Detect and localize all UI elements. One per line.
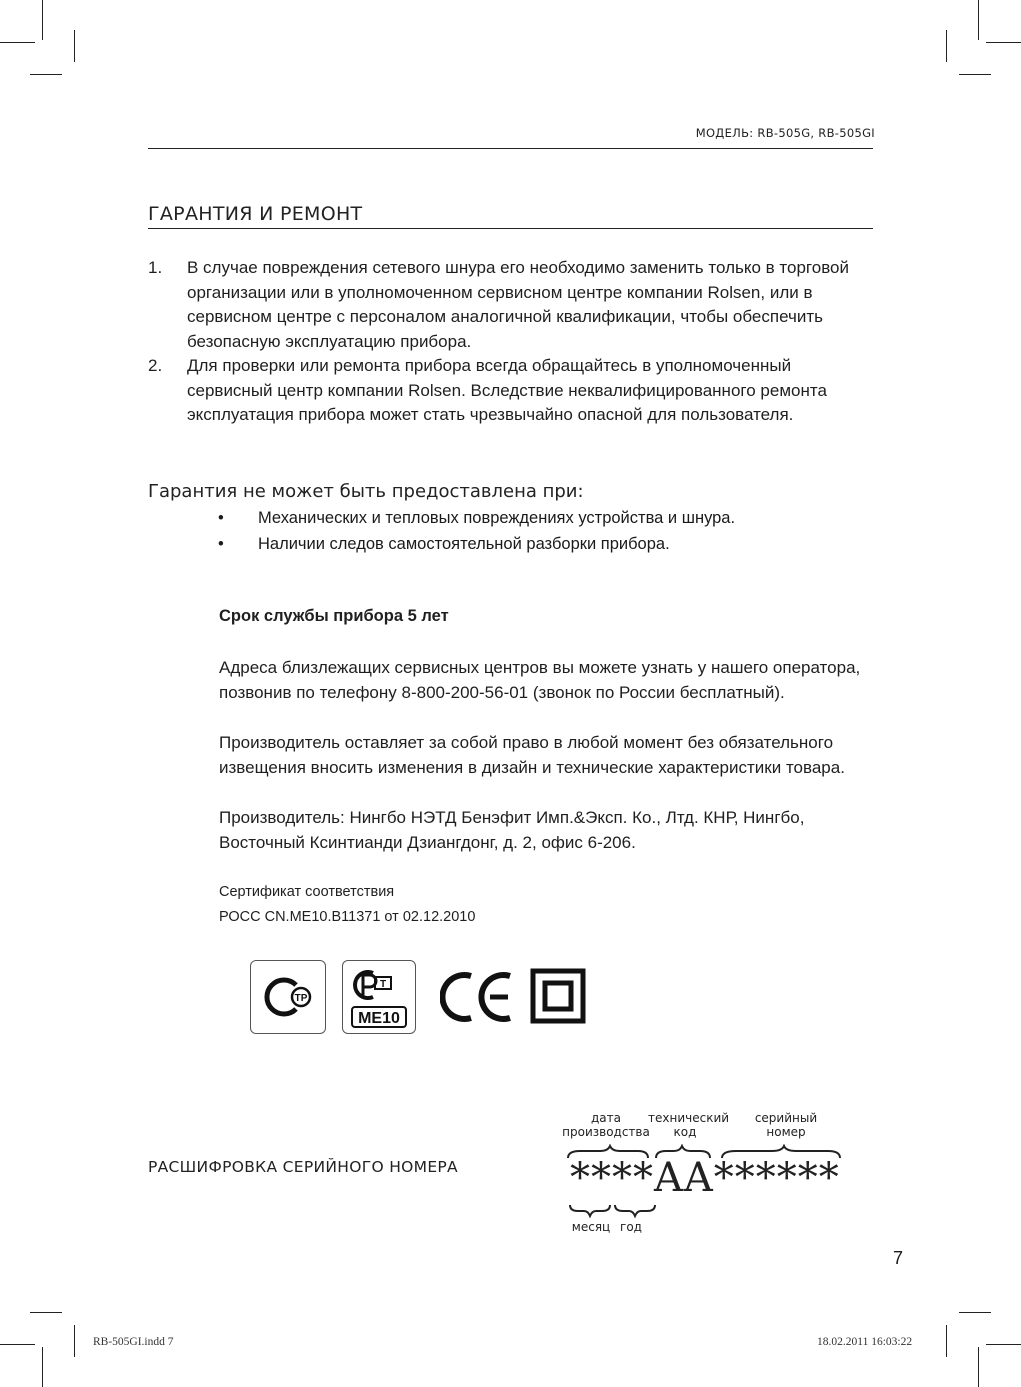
label-production-date: дата производства [562, 1111, 650, 1139]
label-serial-number: серийный номер [754, 1111, 818, 1139]
header-rule [148, 148, 873, 149]
label-month: месяц [571, 1220, 611, 1234]
certificate [219, 880, 879, 930]
list-text: Наличии следов самостоятельной разборки прибора. [258, 535, 670, 553]
brace-month-icon [570, 1205, 610, 1216]
list-text: Механических и тепловых повреждениях устройства и шнура. [258, 509, 736, 527]
page-number: 7 [893, 1248, 904, 1268]
list-item [218, 531, 858, 557]
exclusions-list [218, 505, 858, 557]
class2-insulation-icon [530, 968, 586, 1024]
gost-mark [342, 960, 416, 1034]
service-life: Срок службы прибора 5 лет [219, 607, 449, 625]
eac-logo-icon [251, 961, 325, 1033]
gost-mark-text: Т [379, 979, 387, 990]
ce-mark-icon [440, 970, 515, 1024]
certificate-title: Сертификат соответствия [219, 884, 395, 900]
section-title-warranty: ГАРАНТИЯ И РЕМОНТ [148, 203, 363, 225]
certificate-number: РОСС CN.ME10.B11371 от 02.12.2010 [219, 909, 476, 925]
list-text: В случае повреждения сетевого шнура его необходимо заменить только в торговой организации или в уполномоченном сервисном центре компании Rolsen, или в сервисном центре с персоналом аналогичной квалификации, чтобы обеспечить безопасную эксплуатацию прибора. [187, 258, 849, 351]
changes-notice-text: Производитель оставляет за собой право в любой момент без обязательного извещения вносить изменения в дизайн и технические характеристики товара. [219, 733, 845, 777]
bullet: • [218, 535, 224, 553]
slug-filename: RB-505GI.indd 7 [93, 1336, 174, 1348]
list-item [148, 256, 878, 354]
label-year: год [620, 1220, 642, 1234]
warranty-list [148, 256, 878, 428]
list-number: 1. [148, 258, 163, 277]
gost-mark-code: ME10 [358, 1010, 400, 1027]
model-header: МОДЕЛЬ: RB-505G, RB-505GI [695, 126, 875, 140]
eac-mark-text: ТР [294, 993, 308, 1004]
section-title-exclusions: Гарантия не может быть предоставлена при: [148, 481, 584, 502]
list-item [148, 354, 878, 428]
serial-decoding-title: РАСШИФРОВКА СЕРИЙНОГО НОМЕРА [148, 1158, 458, 1176]
eac-mark [250, 960, 326, 1034]
section-title-rule [148, 228, 873, 229]
gost-r-logo-icon [343, 961, 415, 1033]
serial-code: ****AA****** [570, 1155, 840, 1201]
list-text: Для проверки или ремонта прибора всегда обращайтесь в уполномоченный сервисный центр компании Rolsen. Вследствие неквалифицированного ремонта эксплуатация прибора может стать чрезвычайно опасной для пользователя. [187, 356, 827, 424]
bottom-braces [565, 1202, 665, 1218]
slug-timestamp: 18.02.2011 16:03:22 [817, 1336, 913, 1348]
list-number: 2. [148, 356, 163, 375]
brace-year-icon [615, 1205, 655, 1216]
manufacturer-text: Производитель: Нингбо НЭТД Бенэфит Имп.&Эксп. Ко., Лтд. КНР, Нингбо, Восточный Ксинтианди Дзиангдонг, д. 2, офис 6-206. [219, 808, 805, 852]
service-centers-text: Адреса близлежащих сервисных центров вы можете узнать у нашего оператора, позвонив по телефону 8-800-200-56-01 (звонок по России бесплатный). [219, 658, 861, 702]
label-technical-code: технический код [648, 1111, 730, 1139]
list-item [218, 505, 858, 531]
bullet: • [218, 509, 224, 527]
